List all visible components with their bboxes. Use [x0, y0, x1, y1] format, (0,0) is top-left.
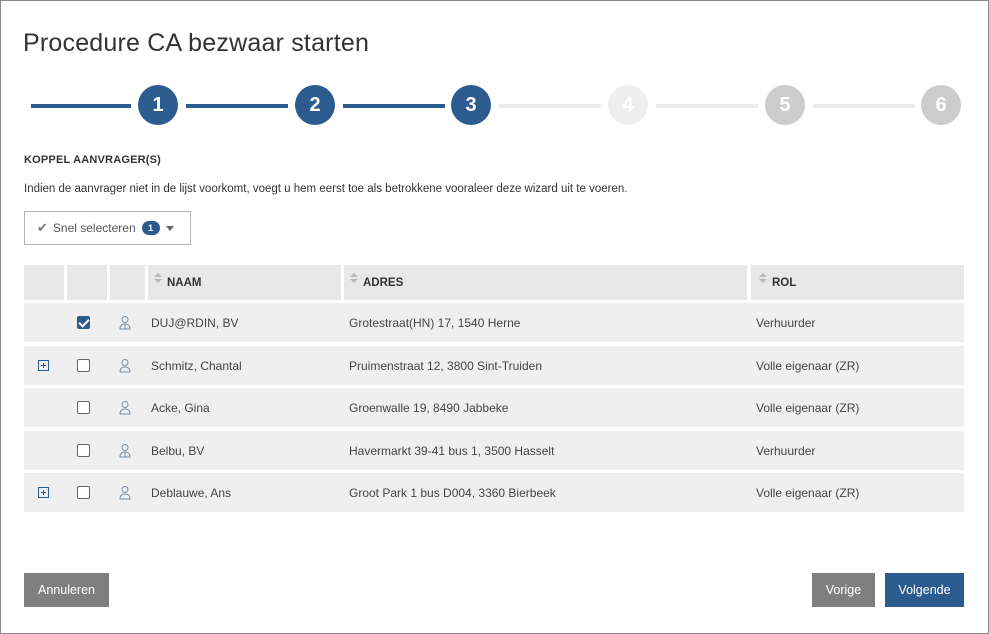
expand-cell	[38, 346, 49, 385]
expand-plus-icon[interactable]	[38, 487, 49, 498]
wizard-stepper	[1, 84, 989, 128]
row-role: Verhuurder	[756, 443, 816, 458]
selected-count-badge: 1	[142, 221, 160, 235]
select-cell	[77, 473, 90, 512]
select-cell	[77, 346, 90, 385]
row-checkbox[interactable]	[77, 486, 90, 499]
info-text: Indien de aanvrager niet in de lijst voorkomt, voegt u hem eerst toe als betrokkene vooraleer deze wizard uit te voeren.	[24, 183, 628, 195]
step-connector	[343, 104, 445, 108]
table-row[interactable]	[24, 303, 964, 342]
step-connector	[499, 104, 601, 108]
company-icon	[118, 431, 132, 470]
row-name: Belbu, BV	[151, 443, 205, 458]
table-row[interactable]	[24, 431, 964, 470]
step-4: 4	[608, 85, 648, 125]
select-cell	[77, 388, 90, 427]
step-2[interactable]: 2	[295, 85, 335, 125]
row-address: Groenwalle 19, 8490 Jabbeke	[349, 400, 509, 415]
sort-icon	[350, 273, 358, 285]
row-checkbox[interactable]	[77, 444, 90, 457]
section-title: KOPPEL AANVRAGER(S)	[24, 154, 162, 166]
cancel-button[interactable]: Annuleren	[24, 573, 109, 607]
step-connector	[656, 104, 758, 108]
table-header	[24, 265, 964, 300]
expand-plus-icon[interactable]	[38, 360, 49, 371]
header-role-label: ROL	[772, 276, 797, 289]
step-1[interactable]: 1	[138, 85, 178, 125]
step-connector	[186, 104, 288, 108]
quick-select-label: Snel selecteren	[52, 221, 136, 235]
header-expand-col	[24, 265, 64, 300]
row-address: Groot Park 1 bus D004, 3360 Bierbeek	[349, 485, 556, 500]
row-name: DUJ@RDIN, BV	[151, 315, 239, 330]
row-checkbox[interactable]	[77, 401, 90, 414]
row-address: Havermarkt 39-41 bus 1, 3500 Hasselt	[349, 443, 555, 458]
caret-down-icon	[166, 226, 174, 231]
table-row[interactable]	[24, 346, 964, 385]
person-icon	[118, 346, 132, 385]
select-cell	[77, 303, 90, 342]
header-address[interactable]	[344, 265, 747, 300]
company-icon	[118, 303, 132, 342]
header-type-col	[110, 265, 145, 300]
person-icon	[118, 388, 132, 427]
step-connector	[31, 104, 131, 108]
step-connector	[813, 104, 915, 108]
sort-icon	[759, 273, 767, 285]
header-name-label: NAAM	[167, 276, 202, 289]
row-role: Volle eigenaar (ZR)	[756, 358, 860, 373]
select-cell	[77, 431, 90, 470]
row-role: Verhuurder	[756, 315, 816, 330]
header-name[interactable]	[148, 265, 341, 300]
checkmark-icon: ✔	[37, 220, 48, 235]
header-role[interactable]	[751, 265, 964, 300]
header-select-col	[67, 265, 107, 300]
step-5: 5	[765, 85, 805, 125]
row-address: Pruimenstraat 12, 3800 Sint-Truiden	[349, 358, 542, 373]
row-role: Volle eigenaar (ZR)	[756, 400, 860, 415]
step-6: 6	[921, 85, 961, 125]
applicants-table	[24, 265, 964, 500]
next-button[interactable]: Volgende	[885, 573, 964, 607]
row-address: Grotestraat(HN) 17, 1540 Herne	[349, 315, 521, 330]
sort-icon	[154, 273, 162, 285]
row-checkbox[interactable]	[77, 316, 90, 329]
quick-select-dropdown[interactable]	[24, 211, 191, 245]
table-row[interactable]	[24, 473, 964, 512]
row-name: Deblauwe, Ans	[151, 485, 232, 500]
step-3[interactable]: 3	[451, 85, 491, 125]
previous-button[interactable]: Vorige	[812, 573, 875, 607]
person-icon	[118, 473, 132, 512]
expand-cell	[38, 473, 49, 512]
dialog-title: Procedure CA bezwaar starten	[23, 29, 370, 57]
row-name: Schmitz, Chantal	[151, 358, 242, 373]
row-role: Volle eigenaar (ZR)	[756, 485, 860, 500]
table-row[interactable]	[24, 388, 964, 427]
row-name: Acke, Gina	[151, 400, 210, 415]
header-address-label: ADRES	[363, 276, 404, 289]
row-checkbox[interactable]	[77, 359, 90, 372]
